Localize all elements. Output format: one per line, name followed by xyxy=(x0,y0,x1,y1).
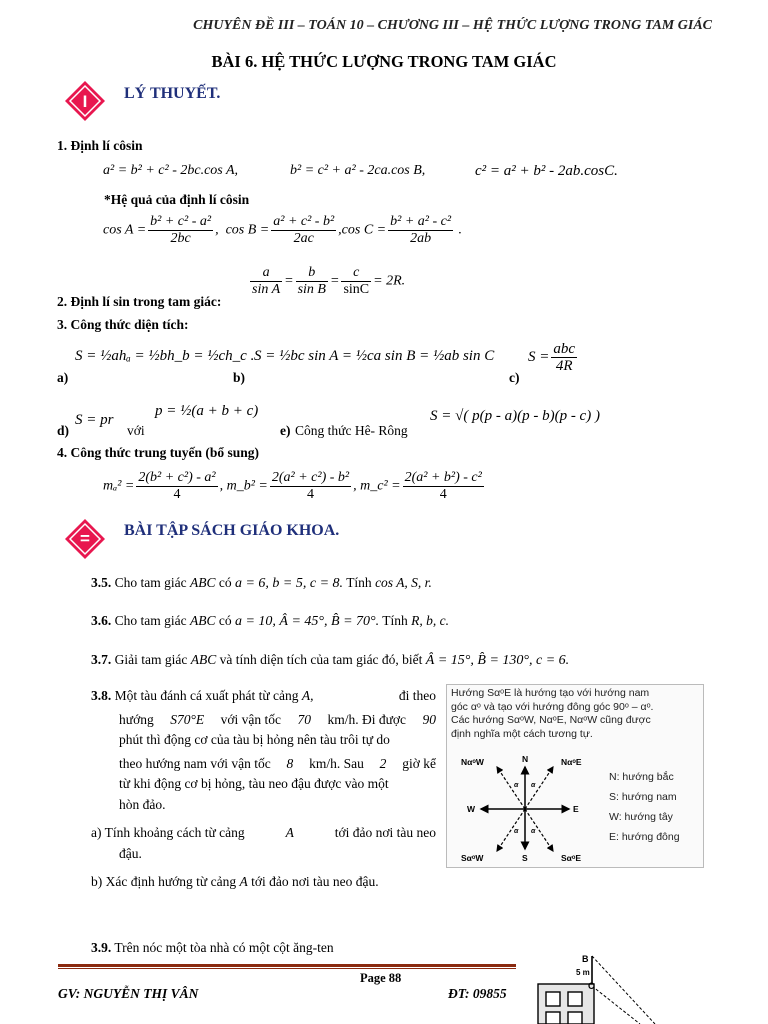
semiperimeter-formula: p = ½(a + b + c) xyxy=(155,403,259,419)
legend-north: N: hướng bắc xyxy=(609,771,674,783)
legend-east: E: hướng đông xyxy=(609,831,680,843)
svg-text:B: B xyxy=(582,954,589,964)
cosine-law-heading: 1. Định lí côsin xyxy=(57,138,143,153)
lesson-title: BÀI 6. HỆ THỨC LƯỢNG TRONG TAM GIÁC xyxy=(211,52,557,71)
footer-author: GV: NGUYỄN THỊ VÂN xyxy=(58,986,199,1001)
compass-desc-2: góc αᵒ và tạo với hướng đông góc 90ᵒ – αᵒ. xyxy=(451,700,654,713)
cos-b-fraction: $\frac{\text{a² + c² - b²}}{2ac}$ xyxy=(273,214,335,246)
corollary-formulas: cos A = $\frac{\text{b² + c² - a²}}{2bc}$ , cos B = $\frac{\text{a² + c² - b²}}{2ac}$ ,cos C = $\frac{\text{b² + a² - c²}}{2ab}$ . xyxy=(103,214,463,246)
page-number: Page 88 xyxy=(360,971,402,985)
section-title-exercises: BÀI TẬP SÁCH GIÁO KHOA. xyxy=(124,522,340,539)
compass-figure xyxy=(446,684,704,868)
cos-c-label: cos C = xyxy=(341,222,387,238)
svg-text:C: C xyxy=(588,981,595,991)
area-formula-b: S = ½bc sin A = ½ca sin B = ½ab sin C xyxy=(254,348,495,364)
svg-text:E: E xyxy=(573,804,579,814)
svg-text:W: W xyxy=(467,804,476,814)
exercise-3-6: 3.6. Cho tam giác ABC có a = 10, Â = 45°, B̂ = 70°. Tính R, b, c. xyxy=(91,613,450,629)
footer-rule xyxy=(58,964,516,967)
area-b-label: b) xyxy=(233,370,246,385)
legend-west: W: hướng tây xyxy=(609,811,673,823)
footer-rule-thin xyxy=(58,968,516,969)
median-heading: 4. Công thức trung tuyến (bổ sung) xyxy=(57,445,260,460)
svg-text:S: S xyxy=(522,853,528,863)
cos-a-fraction: $\frac{\text{b² + c² - a²}}{2bc}$ xyxy=(150,214,212,246)
exercise-3-9: 3.9. Trên nóc một tòa nhà có một cột ăng-ten xyxy=(91,940,334,955)
compass-desc-1: Hướng SαᵒE là hướng tạo với hướng nam xyxy=(451,687,650,699)
exercise-3-8: 3.8. Một tàu đánh cá xuất phát từ cảng A, đi theo hướng S70°E với vận tốc 70 km/h. Đi được 90 phút thì động cơ của tàu bị hỏng nên tàu trôi tự do theo hướng nam với vận tốc 8 km/h. Sau 2 giờ kể từ khi động cơ bị hỏng, tàu neo đậu được vào một hòn đảo. a) Tính khoảng cách từ cảng A tới đảo nơi tàu neo đậu. b) Xác định hướng từ cảng A tới đảo nơi tàu neo đậu. xyxy=(91,688,436,889)
compass-rose xyxy=(447,751,607,865)
median-formulas: mₐ² = $\frac{\text{2(b² + c²) - a²}}{4}$ , m_b² = $\frac{\text{2(a² + c²) - b²}}{4}$ , m_c² = $\frac{\text{2(a² + b²) - c²}}{4}$ xyxy=(103,470,482,502)
cos-b-label: cos B = xyxy=(225,222,270,238)
svg-text:N: N xyxy=(522,754,529,764)
legend-south: S: hướng nam xyxy=(609,791,677,803)
area-a-label: a) xyxy=(57,370,69,385)
cos-a-label: cos A = xyxy=(103,222,147,238)
area-c-label: c) xyxy=(509,370,520,385)
section-badge-ii xyxy=(64,518,106,560)
area-heading: 3. Công thức diện tích: xyxy=(57,317,189,332)
svg-text:α: α xyxy=(514,828,519,835)
svg-text:NαᵒW: NαᵒW xyxy=(461,757,484,767)
cosine-formula-a: a² = b² + c² - 2bc.cos A, xyxy=(103,163,239,178)
area-e-text: Công thức Hê- Rông xyxy=(295,423,408,438)
heron-formula: S = √( p(p - a)(p - b)(p - c) ) xyxy=(430,408,600,424)
sine-law-formula: $\frac{a}{\text{sin A}}$ = $\frac{b}{\text{sin B}}$ = $\frac{c}{\sin C}$ = 2R. xyxy=(252,265,406,297)
svg-text:α: α xyxy=(514,782,519,789)
area-formula-c: S = $\frac{\text{abc}}{4R}$ xyxy=(528,341,576,374)
section-title-theory: LÝ THUYẾT. xyxy=(124,85,221,102)
building-figure xyxy=(530,950,660,1024)
svg-text:SαᵒE: SαᵒE xyxy=(561,853,582,863)
footer-phone: ĐT: 09855 xyxy=(448,986,507,1001)
area-d-with: với xyxy=(127,423,145,438)
compass-desc-4: định nghĩa một cách tương tự. xyxy=(451,727,593,740)
compass-desc-3: Các hướng SαᵒW, NαᵒE, NαᵒW cũng được xyxy=(451,714,651,726)
svg-text:α: α xyxy=(531,782,536,789)
sine-law-heading: 2. Định lí sin trong tam giác: xyxy=(57,294,222,309)
section-badge-i xyxy=(64,80,106,122)
exercise-3-5: 3.5. Cho tam giác ABC có a = 6, b = 5, c = 8. Tính cos A, S, r. xyxy=(91,575,432,591)
corollary-heading: *Hệ quả của định lí côsin xyxy=(104,192,250,207)
svg-text:5 m: 5 m xyxy=(576,968,590,977)
cos-c-fraction: $\frac{\text{b² + a² - c²}}{2ab}$ xyxy=(390,214,452,246)
page-header: CHUYÊN ĐỀ III – TOÁN 10 – CHƯƠNG III – HỆ THỨC LƯỢNG TRONG TAM GIÁC xyxy=(193,18,712,33)
area-formula-d: S = pr xyxy=(75,412,114,428)
cosine-formula-c: c² = a² + b² - 2ab.cosC. xyxy=(475,163,618,179)
svg-text:α: α xyxy=(531,828,536,835)
area-formula-a: S = ½ahₐ = ½bh_b = ½ch_c . xyxy=(75,348,255,364)
svg-text:=: = xyxy=(80,529,90,548)
exercise-3-7: 3.7. Giải tam giác ABC và tính diện tích của tam giác đó, biết Â = 15°, B̂ = 130°, c = 6. xyxy=(91,652,570,668)
cosine-formula-b: b² = c² + a² - 2ca.cos B, xyxy=(290,163,426,178)
svg-text:I: I xyxy=(82,92,88,111)
area-d-label: d) xyxy=(57,423,70,438)
svg-text:SαᵒW: SαᵒW xyxy=(461,853,484,863)
area-e-label: e) xyxy=(280,423,291,438)
svg-text:NαᵒE: NαᵒE xyxy=(561,757,582,767)
